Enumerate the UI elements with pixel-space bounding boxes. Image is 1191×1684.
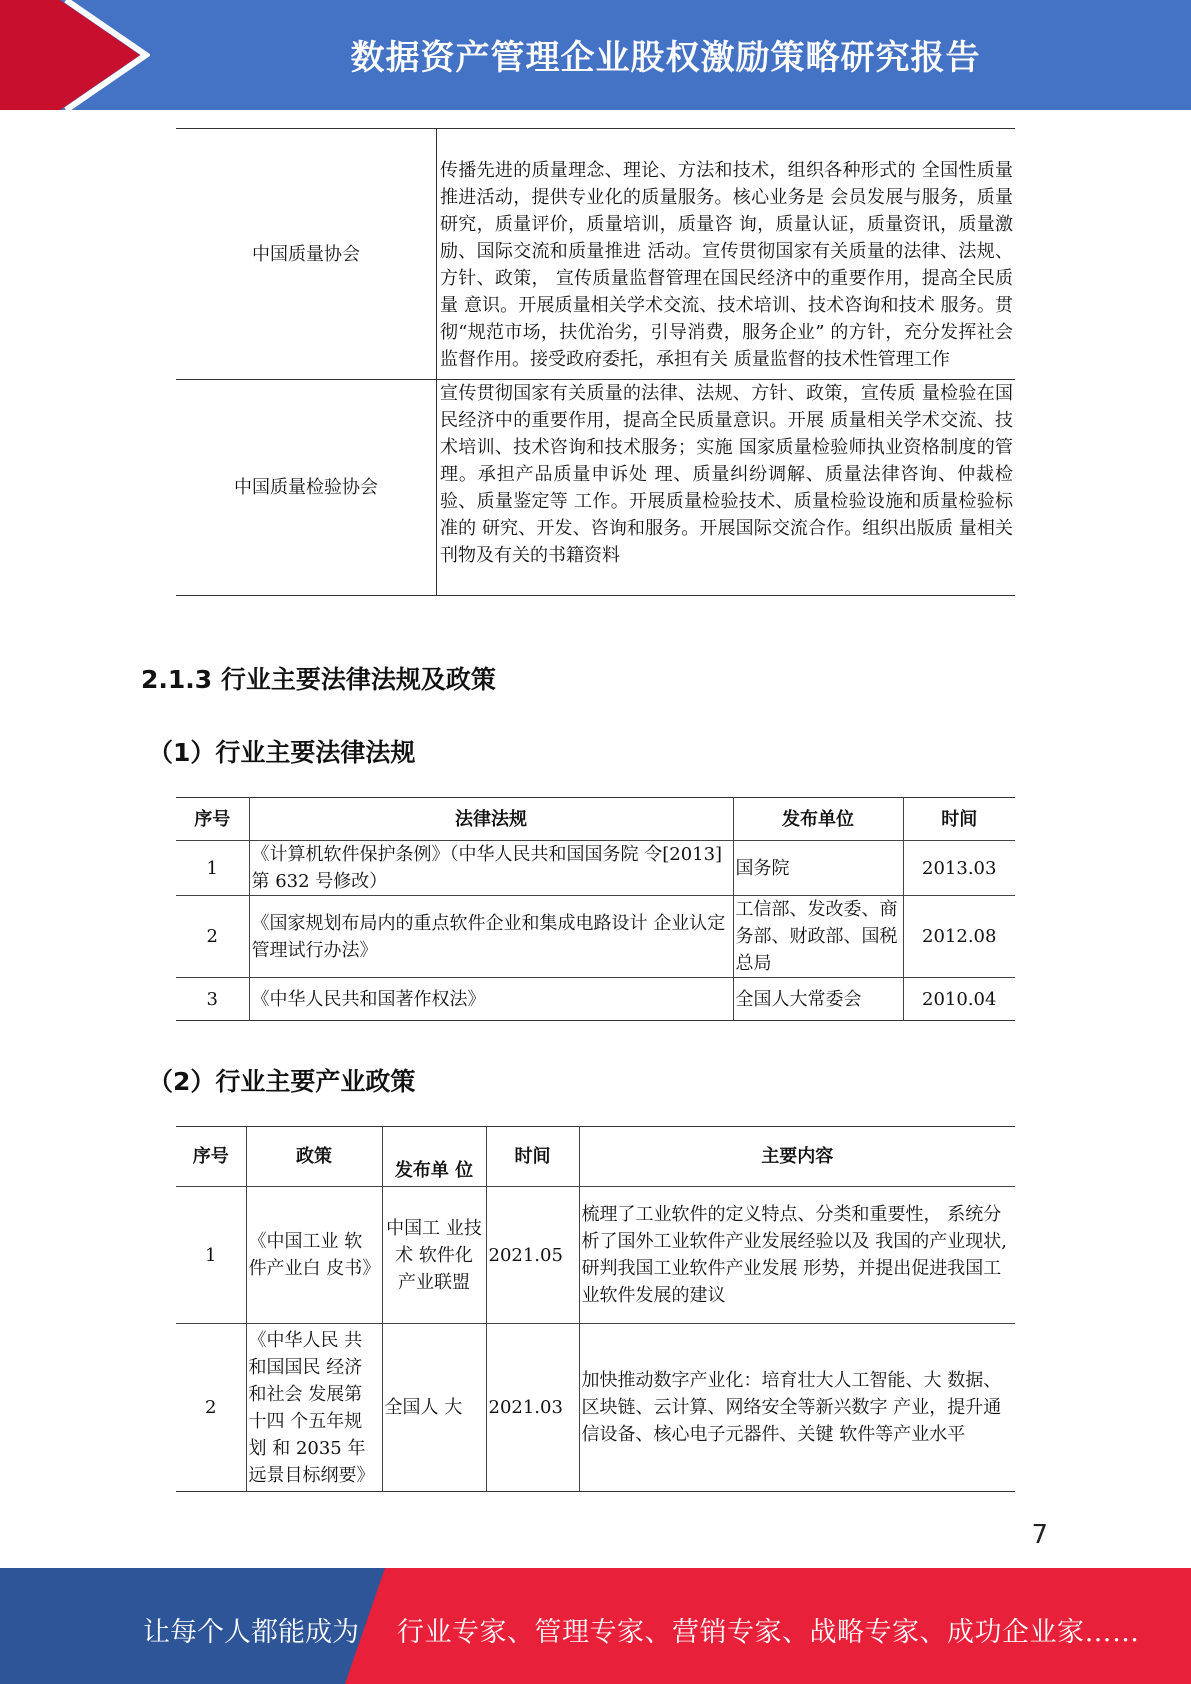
row-number: 3: [176, 978, 249, 1021]
row-number: 1: [176, 841, 249, 896]
policy-name: 《中华人民 共和国国民 经济和社会 发展第十四 个五年规划 和 2035 年远景目标纲要》: [246, 1324, 382, 1492]
issuer: 工信部、发改委、商务部、财政部、国税总局: [733, 896, 903, 978]
main-content: 梳理了工业软件的定义特点、分类和重要性， 系统分析了国外工业软件产业发展经验以及 我国的产业现状,研判我国工业软件产业发展 形势，并提出促进我国工业软件发展的建议: [579, 1187, 1015, 1324]
issuer: 全国人 大: [382, 1324, 486, 1492]
association-description: 传播先进的质量理念、理论、方法和技术，组织各种形式的 全国性质量推进活动，提供专业化的质量服务。核心业务是 会员发展与服务，质量研究，质量评价，质量培训，质量咨 询，质量认证，质量资讯，质量激励、国际交流和质量推进 活动。宣传贯彻国家有关质量的法律、法规、方针、政策， 宣传质量监督管理在国民经济中的重要作用，提高全民质量 意识。开展质量相关学术交流、技术培训、技术咨询和技术 服务。贯彻“规范市场，扶优治劣，引导消费，服务企业” 的方针，充分发挥社会监督作用。接受政府委托，承担有关 质量监督的技术性管理工作: [437, 129, 1016, 380]
section-heading: 2.1.3 行业主要法律法规及政策: [141, 665, 496, 694]
association-name: 中国质量检验协会: [176, 380, 437, 596]
date: 2021.03: [486, 1324, 579, 1492]
column-header: 发布单 位: [382, 1127, 486, 1187]
law-name: 《中华人民共和国著作权法》: [249, 978, 733, 1021]
column-header: 时间: [486, 1127, 579, 1187]
header-arrow-graphic: [0, 0, 150, 110]
column-header: 序号: [176, 1127, 246, 1187]
table-row: [176, 841, 1015, 896]
table-row: [176, 978, 1015, 1021]
row-number: 1: [176, 1187, 246, 1324]
table-header-row: [176, 798, 1015, 841]
footer-slogan-left: 让每个人都能成为: [143, 1617, 359, 1648]
main-content: 加快推动数字产业化：培育壮大人工智能、大 数据、区块链、云计算、网络安全等新兴数字 产业，提升通信设备、核心电子元器件、关键 软件等产业水平: [579, 1324, 1015, 1492]
table-header-row: [176, 1127, 1015, 1187]
issuer: 全国人大常委会: [733, 978, 903, 1021]
table-row: [176, 1187, 1015, 1324]
association-name: 中国质量协会: [176, 129, 437, 380]
policy-name: 《中国工业 软件产业白 皮书》: [246, 1187, 382, 1324]
law-name: 《国家规划布局内的重点软件企业和集成电路设计 企业认定管理试行办法》: [249, 896, 733, 978]
table-row: [176, 896, 1015, 978]
column-header: 序号: [176, 798, 249, 841]
report-title: 数据资产管理企业股权激励策略研究报告: [350, 38, 981, 78]
policies-table: [176, 1126, 1015, 1492]
policies-heading: （2）行业主要产业政策: [148, 1067, 416, 1096]
association-description: 宣传贯彻国家有关质量的法律、法规、方针、政策，宣传质 量检验在国民经济中的重要作用，提高全民质量意识。开展 质量相关学术交流、技术培训、技术咨询和技术服务；实施 国家质量检验师执业资格制度的管理。承担产品质量申诉处 理、质量纠纷调解、质量法律咨询、仲裁检验、质量鉴定等 工作。开展质量检验技术、质量检验设施和质量检验标准的 研究、开发、咨询和服务。开展国际交流合作。组织出版质 量相关刊物及有关的书籍资料: [437, 380, 1016, 596]
law-name: 《计算机软件保护条例》（中华人民共和国国务院 令[2013]第 632 号修改）: [249, 841, 733, 896]
page-header: [0, 0, 1191, 110]
table-row: [176, 1324, 1015, 1492]
column-header: 法律法规: [249, 798, 733, 841]
laws-table: [176, 797, 1015, 1021]
column-header: 发布单位: [733, 798, 903, 841]
issuer: 中国工 业技术 软件化 产业联盟: [382, 1187, 486, 1324]
association-table: [176, 128, 1015, 596]
date: 2010.04: [903, 978, 1015, 1021]
laws-heading: （1）行业主要法律法规: [148, 738, 416, 767]
date: 2021.05: [486, 1187, 579, 1324]
table-row: [176, 129, 1015, 380]
date: 2013.03: [903, 841, 1015, 896]
row-number: 2: [176, 1324, 246, 1492]
date: 2012.08: [903, 896, 1015, 978]
footer-slogan-right: 行业专家、管理专家、营销专家、战略专家、成功企业家……: [397, 1617, 1140, 1648]
issuer: 国务院: [733, 841, 903, 896]
column-header: 时间: [903, 798, 1015, 841]
column-header: 政策: [246, 1127, 382, 1187]
page-footer: [0, 1568, 1191, 1684]
table-row: [176, 380, 1015, 596]
column-header: 主要内容: [579, 1127, 1015, 1187]
row-number: 2: [176, 896, 249, 978]
page-number: 7: [1031, 1520, 1048, 1550]
